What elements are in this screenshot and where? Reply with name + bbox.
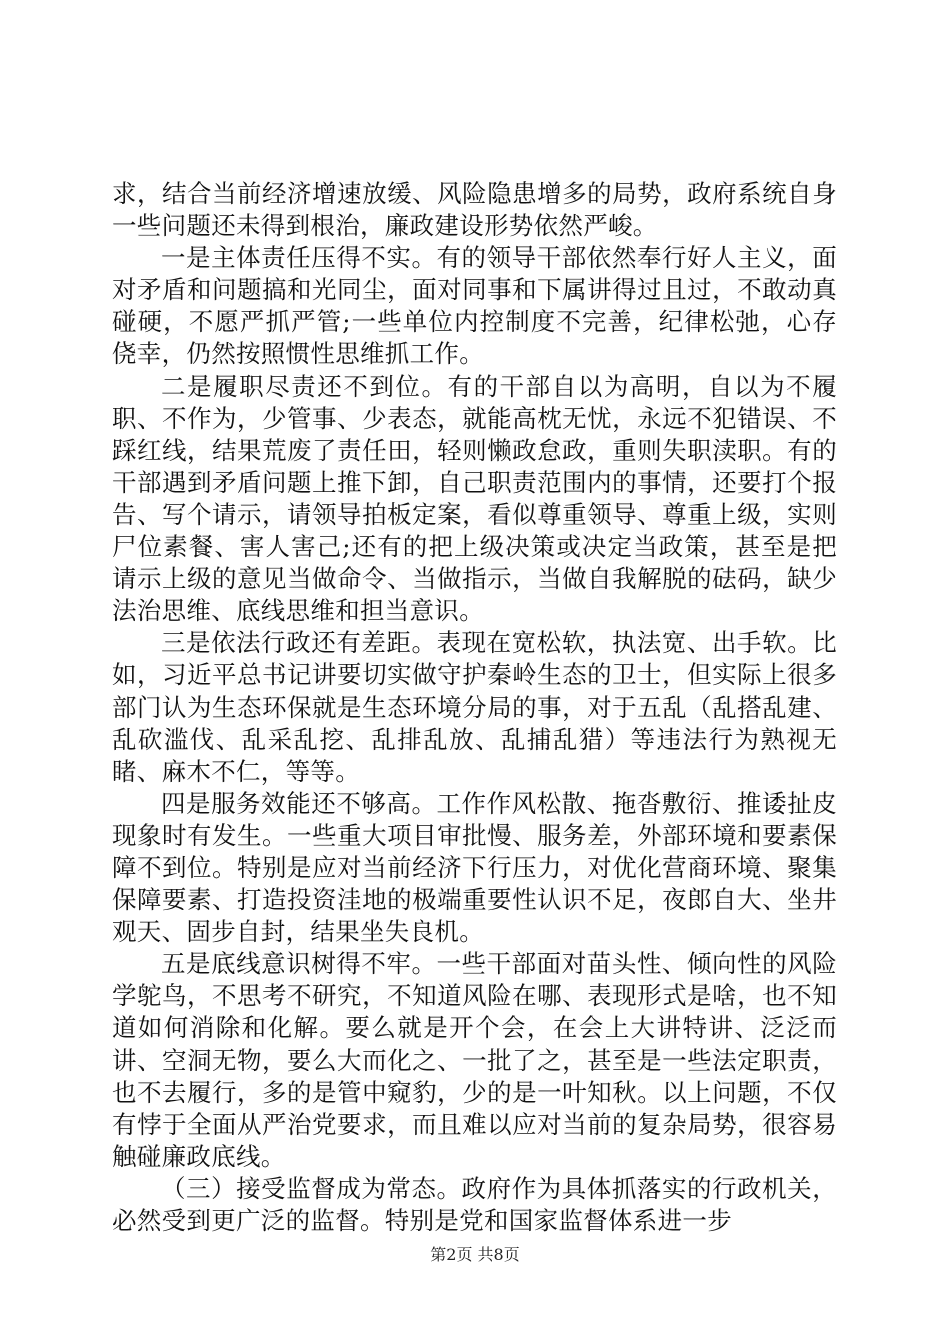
paragraph-point-one: 一是主体责任压得不实。有的领导干部依然奉行好人主义，面对矛盾和问题搞和光同尘，面对同事和下属讲得过且过，不敢动真碰硬，不愿严抓严管;一些单位内控制度不完善，纪律松弛，心存侥幸，仍然按照惯性思维抓工作。 bbox=[112, 243, 837, 369]
paragraph-continuation: 求，结合当前经济增速放缓、风险隐患增多的局势，政府系统自身一些问题还未得到根治，廉政建设形势依然严峻。 bbox=[112, 179, 837, 241]
paragraph-section-three: （三）接受监督成为常态。政府作为具体抓落实的行政机关，必然受到更广泛的监督。特别是党和国家监督体系进一步 bbox=[112, 1173, 837, 1235]
paragraph-point-five: 五是底线意识树得不牢。一些干部面对苗头性、倾向性的风险学鸵鸟，不思考不研究，不知道风险在哪、表现形式是啥，也不知道如何消除和化解。要么就是开个会，在会上大讲特讲、泛泛而讲、空洞无物，要么大而化之、一批了之，甚至是一些法定职责，也不去履行，多的是管中窥豹，少的是一叶知秋。以上问题，不仅有悖于全面从严治党要求，而且难以应对当前的复杂局势，很容易触碰廉政底线。 bbox=[112, 949, 837, 1171]
page-footer: 第2页 共8页 bbox=[430, 1245, 520, 1264]
document-body bbox=[112, 178, 837, 1237]
paragraph-point-two: 二是履职尽责还不到位。有的干部自以为高明，自以为不履职、不作为，少管事、少表态，就能高枕无忧，永远不犯错误、不踩红线，结果荒废了责任田，轻则懒政怠政，重则失职渎职。有的干部遇到矛盾问题上推下卸，自己职责范围内的事情，还要打个报告、写个请示，请领导拍板定案，看似尊重领导、尊重上级，实则尸位素餐、害人害己;还有的把上级决策或决定当政策，甚至是把请示上级的意见当做命令、当做指示，当做自我解脱的砝码，缺少法治思维、底线思维和担当意识。 bbox=[112, 371, 837, 626]
paragraph-point-three: 三是依法行政还有差距。表现在宽松软，执法宽、出手软。比如，习近平总书记讲要切实做守护秦岭生态的卫士，但实际上很多部门认为生态环保就是生态环境分局的事，对于五乱（乱搭乱建、乱砍滥伐、乱采乱挖、乱排乱放、乱捕乱猎）等违法行为熟视无睹、麻木不仁，等等。 bbox=[112, 628, 837, 786]
paragraph-point-four: 四是服务效能还不够高。工作作风松散、拖沓敷衍、推诿扯皮现象时有发生。一些重大项目审批慢、服务差，外部环境和要素保障不到位。特别是应对当前经济下行压力，对优化营商环境、聚集保障要素、打造投资洼地的极端重要性认识不足，夜郎自大、坐井观天、固步自封，结果坐失良机。 bbox=[112, 788, 837, 947]
